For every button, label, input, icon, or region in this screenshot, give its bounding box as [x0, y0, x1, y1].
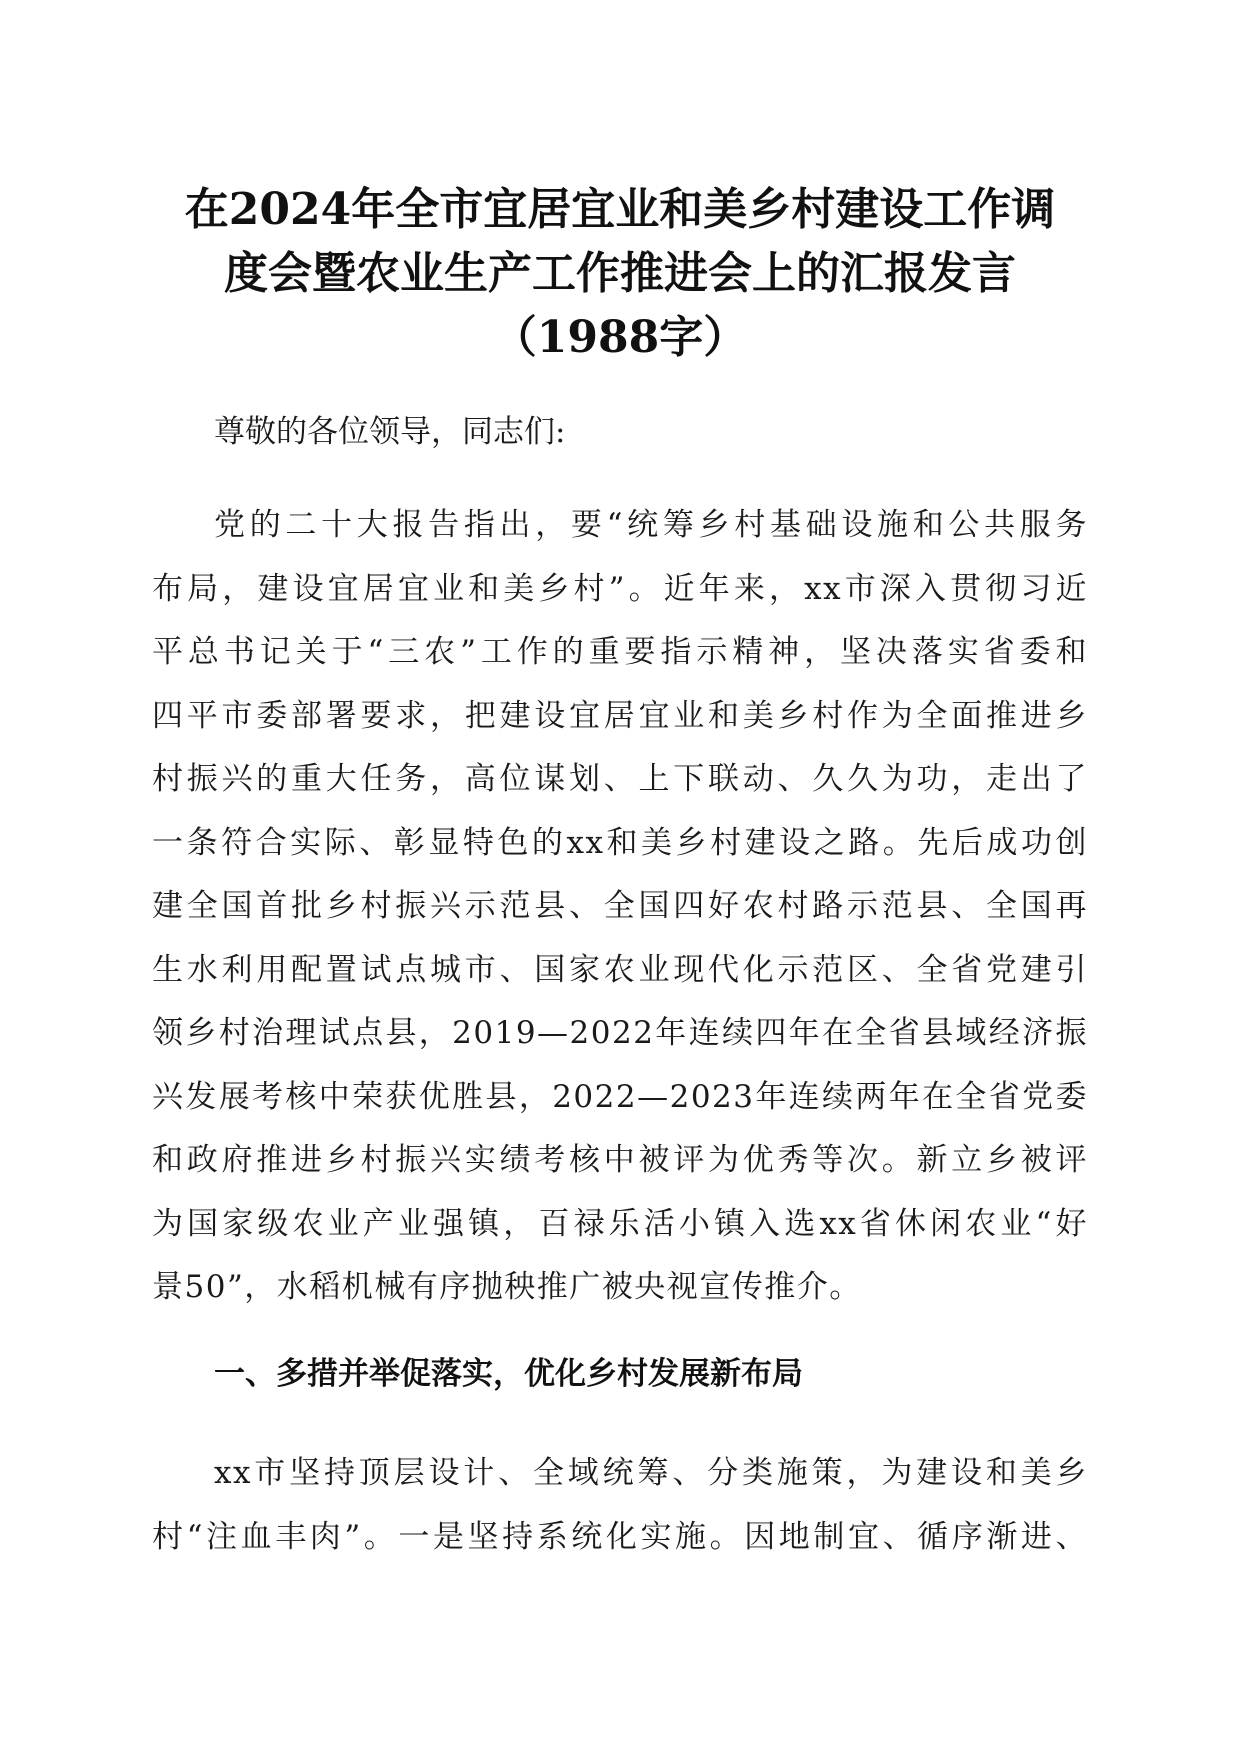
paragraph-line: 村“注血丰肉”。一是坚持系统化实施。因地制宜、循序渐进、	[152, 1518, 1088, 1555]
paragraph-line: 村振兴的重大任务，高位谋划、上下联动、久久为功，走出了	[152, 761, 1088, 797]
paragraph-line: 和政府推进乡村振兴实绩考核中被评为优秀等次。新立乡被评	[152, 1142, 1088, 1178]
paragraph-line: 平总书记关于“三农”工作的重要指示精神，坚决落实省委和	[152, 634, 1088, 670]
title-word-count: （1988字）	[492, 312, 748, 363]
paragraph-line: 一条符合实际、彰显特色的xx和美乡村建设之路。先后成功创	[152, 824, 1088, 861]
title-line-1: 在2024年全市宜居宜业和美乡村建设工作调	[184, 184, 1056, 235]
paragraph-line: 生水利用配置试点城市、国家农业现代化示范区、全省党建引	[152, 951, 1088, 988]
paragraph-line: 布局，建设宜居宜业和美乡村”。近年来，xx市深入贯彻习近	[152, 570, 1088, 607]
paragraph-line: 为国家级农业产业强镇，百禄乐活小镇入选xx省休闲农业“好	[152, 1205, 1088, 1242]
paragraph-section-1	[152, 1442, 1088, 1569]
paragraph-line: 四平市委部署要求，把建设宜居宜业和美乡村作为全面推进乡	[152, 697, 1088, 734]
section-heading-1: 一、多措并举促落实，优化乡村发展新布局	[214, 1356, 803, 1392]
paragraph-line: 兴发展考核中荣获优胜县，2022—2023年连续两年在全省党委	[152, 1078, 1088, 1115]
paragraph-intro	[152, 494, 1088, 1320]
paragraph-line: 建全国首批乡村振兴示范县、全国四好农村路示范县、全国再	[152, 888, 1088, 924]
document-title	[140, 178, 1100, 370]
title-line-2: 度会暨农业生产工作推进会上的汇报发言	[224, 248, 1016, 299]
paragraph-line: 党的二十大报告指出，要“统筹乡村基础设施和公共服务	[214, 507, 1088, 543]
paragraph-line: 领乡村治理试点县，2019—2022年连续四年在全省县域经济振	[152, 1015, 1088, 1051]
salutation: 尊敬的各位领导，同志们:	[214, 414, 566, 450]
paragraph-line: xx市坚持顶层设计、全域统筹、分类施策，为建设和美乡	[214, 1455, 1088, 1491]
paragraph-line: 景50”，水稻机械有序抛秧推广被央视宣传推介。	[152, 1269, 862, 1305]
